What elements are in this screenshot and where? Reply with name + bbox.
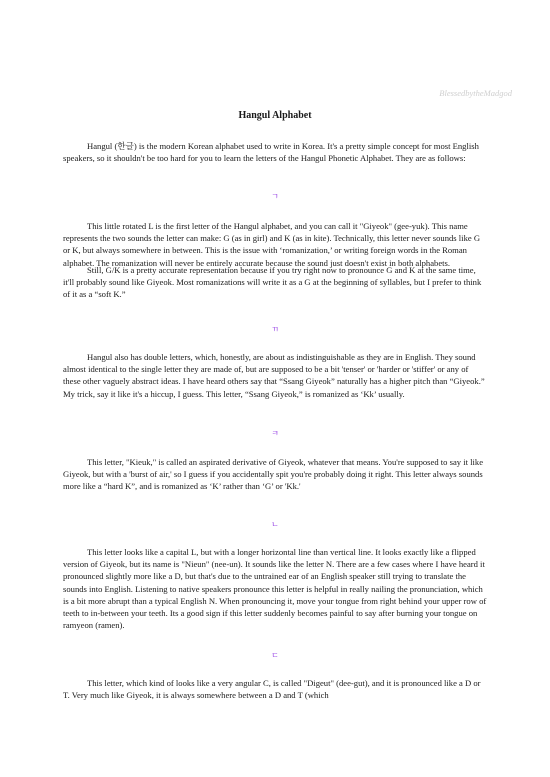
watermark: BlessedbytheMadgod [439, 88, 512, 98]
letter-giyeok-glyph: ㄱ [271, 192, 279, 201]
giyeok-paragraph-1: This little rotated L is the first letter of the Hangul alphabet, and you can call it "Giyeok" (gee-yuk). This name represents the two sounds the letter can make: G (as in girl) and K (as in kite). Technically, this letter never sounds like G or K, but always somewhere in between. This is the issue with ‘romanization,’ or writing foreign words in the Roman alphabet. The romanization will never be entirely accurate because the sound just doesn't exist in both alphabets. [63, 221, 481, 268]
giyeok-paragraph-2: Still, G/K is a pretty accurate representation because if you try right now to pronounce G and K at the same time, it'll probably sound like Giyeok. Most romanizations will write it as a G at the beginning of syllables, but I prefer to think of it as a “soft K.” [63, 265, 482, 300]
digeut-paragraph: This letter, which kind of looks like a very angular C, is called "Digeut" (dee-gut), and it is pronounced like a D or T. Very much like Giyeok, it is always somewhere between a D and T (which [63, 678, 481, 701]
nieun-paragraph: This letter looks like a capital L, but with a longer horizontal line than vertical line. It looks exactly like a flipped version of Giyeok, but its name is "Nieun" (nee-un). It sounds like the letter N. There are a few cases where I have heard it pronounced slightly more like a D, but that's due to the untrained ear of an English speaker still trying to translate the sounds into English. Listening to native speakers pronounce this letter is helpful in really nailing the pronunciation, which is a bit more abrupt than a typical English N. When pronouncing it, move your tongue from right behind your upper row of teeth to in-between your teeth. Its a good sign if this letter suddenly becomes painful to say after burning your tongue on ramyeon (ramen). [63, 547, 487, 631]
ssang-giyeok-paragraph: Hangul also has double letters, which, honestly, are about as indistinguishable as they are in English. They sound almost identical to the single letter they are made of, but are supposed to be a bit 'tenser' or 'harder or 'stiffer' or any of these other vaguely abstract ideas. I have heard others say that “Ssang Giyeok” naturally has a higher pitch than “Giyeok.” My trick, say it like it's a hiccup, I guess. This letter, “Ssang Giyeok,” is romanized as ‘Kk’ usually. [63, 352, 485, 399]
letter-ssang-giyeok-glyph: ㄲ [271, 325, 279, 334]
kieuk-paragraph: This letter, "Kieuk," is called an aspirated derivative of Giyeok, whatever that means. You're supposed to say it like Giyeok, but with a 'burst of air,' so I guess if you accidentally spit you're probably doing it right. This letter always sounds more like a “hard K”, and is romanized as ‘K’ rather than ‘G’ or 'Kk.' [63, 457, 484, 492]
intro-paragraph: Hangul (한글) is the modern Korean alphabet used to write in Korea. It's a pretty simple concept for most English speakers, so it shouldn't be too hard for you to learn the letters of the Hangul Phonetic Alphabet. They are as follows: [63, 141, 479, 164]
document-title: Hangul Alphabet [238, 110, 312, 121]
letter-nieun-glyph: ㄴ [271, 520, 279, 529]
letter-kieuk-glyph: ㅋ [271, 429, 279, 438]
letter-digeut-glyph: ㄷ [271, 651, 279, 660]
